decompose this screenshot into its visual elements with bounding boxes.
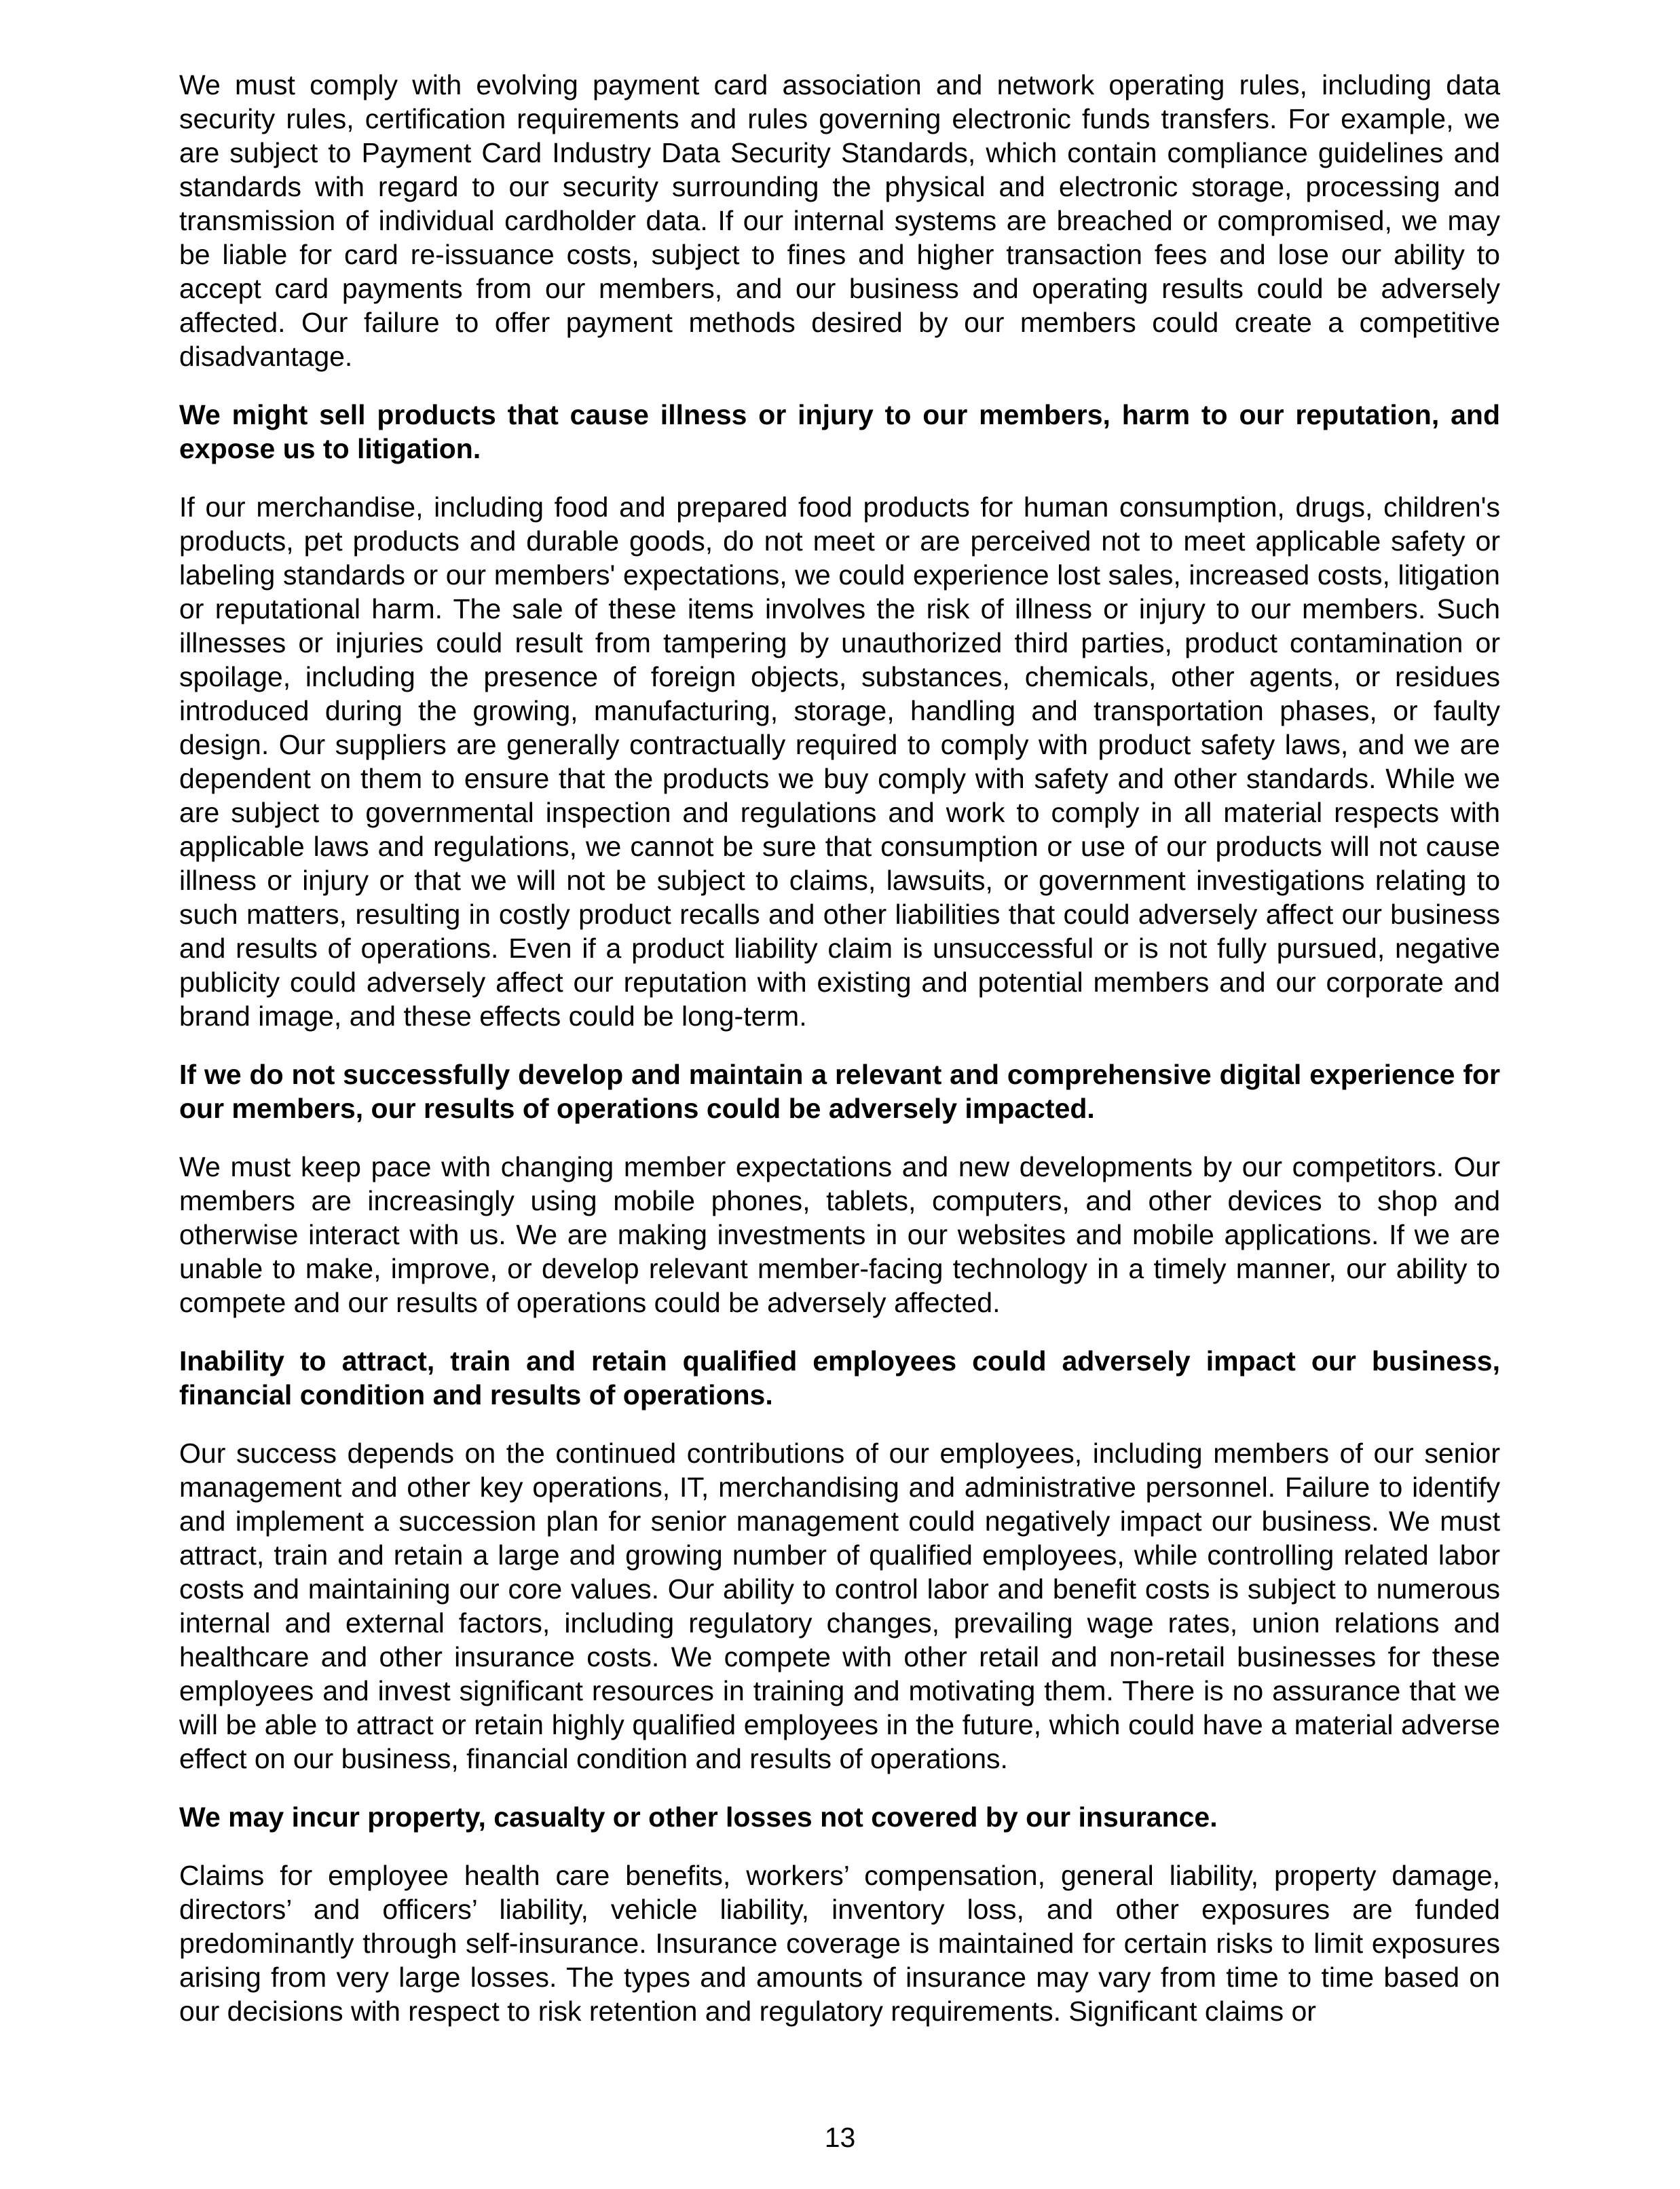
heading-product-illness-risk: We might sell products that cause illness or injury to our members, harm to our reputation, and expose us to litigation. xyxy=(179,399,1500,464)
page-number: 13 xyxy=(824,2122,856,2153)
paragraph-payment-card-rules: We must comply with evolving payment card association and network operating rules, including data security rules, certification requirements and rules governing electronic funds transfers. For example, we are subject to Payment Card Industry Data Security Standards, which contain compliance guidelines and standards with regard to our security surrounding the physical and electronic storage, processing and transmission of individual cardholder data. If our internal systems are breached or compromised, we may be liable for card re-issuance costs, subject to fines and higher transaction fees and lose our ability to accept card payments from our members, and our business and operating results could be adversely affected. Our failure to offer payment methods desired by our members could create a competitive disadvantage. xyxy=(179,69,1500,372)
document-page xyxy=(179,68,1500,2053)
paragraph-digital-experience: We must keep pace with changing member expectations and new developments by our competitors. Our members are increasingly using mobile phones, tablets, computers, and other devices to shop and otherwise interact with us. We are making investments in our websites and mobile applications. If we are unable to make, improve, or develop relevant member-facing technology in a timely manner, our ability to compete and our results of operations could be adversely affected. xyxy=(179,1151,1500,1318)
paragraph-product-safety: If our merchandise, including food and prepared food products for human consumption, drugs, children's products, pet products and durable goods, do not meet or are perceived not to meet applicable safety or labeling standards or our members' expectations, we could experience lost sales, increased costs, litigation or reputational harm. The sale of these items involves the risk of illness or injury to our members. Such illnesses or injuries could result from tampering by unauthorized third parties, product contamination or spoilage, including the presence of foreign objects, substances, chemicals, other agents, or residues introduced during the growing, manufacturing, storage, handling and transportation phases, or faulty design. Our suppliers are generally contractually required to comply with product safety laws, and we are dependent on them to ensure that the products we buy comply with safety and other standards. While we are subject to governmental inspection and regulations and work to comply in all material respects with applicable laws and regulations, we cannot be sure that consumption or use of our products will not cause illness or injury or that we will not be subject to claims, lawsuits, or government investigations relating to such matters, resulting in costly product recalls and other liabilities that could adversely affect our business and results of operations. Even if a product liability claim is unsuccessful or is not fully pursued, negative publicity could adversely affect our reputation with existing and potential members and our corporate and brand image, and these effects could be long-term. xyxy=(179,491,1500,1032)
heading-digital-experience-risk: If we do not successfully develop and maintain a relevant and comprehensive digital experience for our members, our results of operations could be adversely impacted. xyxy=(179,1059,1500,1124)
heading-employee-retention-risk: Inability to attract, train and retain qualified employees could adversely impact our business, financial condition and results of operations. xyxy=(179,1345,1500,1410)
paragraph-employee-retention: Our success depends on the continued contributions of our employees, including members of our senior management and other key operations, IT, merchandising and administrative personnel. Failure to identify and implement a succession plan for senior management could negatively impact our business. We must attract, train and retain a large and growing number of qualified employees, while controlling related labor costs and maintaining our core values. Our ability to control labor and benefit costs is subject to numerous internal and external factors, including regulatory changes, prevailing wage rates, union relations and healthcare and other insurance costs. We compete with other retail and non-retail businesses for these employees and invest significant resources in training and motivating them. There is no assurance that we will be able to attract or retain highly qualified employees in the future, which could have a material adverse effect on our business, financial condition and results of operations. xyxy=(179,1438,1500,1774)
heading-insurance-losses-risk: We may incur property, casualty or other losses not covered by our insurance. xyxy=(179,1801,1218,1833)
paragraph-insurance-losses: Claims for employee health care benefits, workers’ compensation, general liability, property damage, directors’ and officers’ liability, vehicle liability, inventory loss, and other exposures are funded predominantly through self-insurance. Insurance coverage is maintained for certain risks to limit exposures arising from very large losses. The types and amounts of insurance may vary from time to time based on our decisions with respect to risk retention and regulatory requirements. Significant claims or xyxy=(179,1860,1500,2027)
